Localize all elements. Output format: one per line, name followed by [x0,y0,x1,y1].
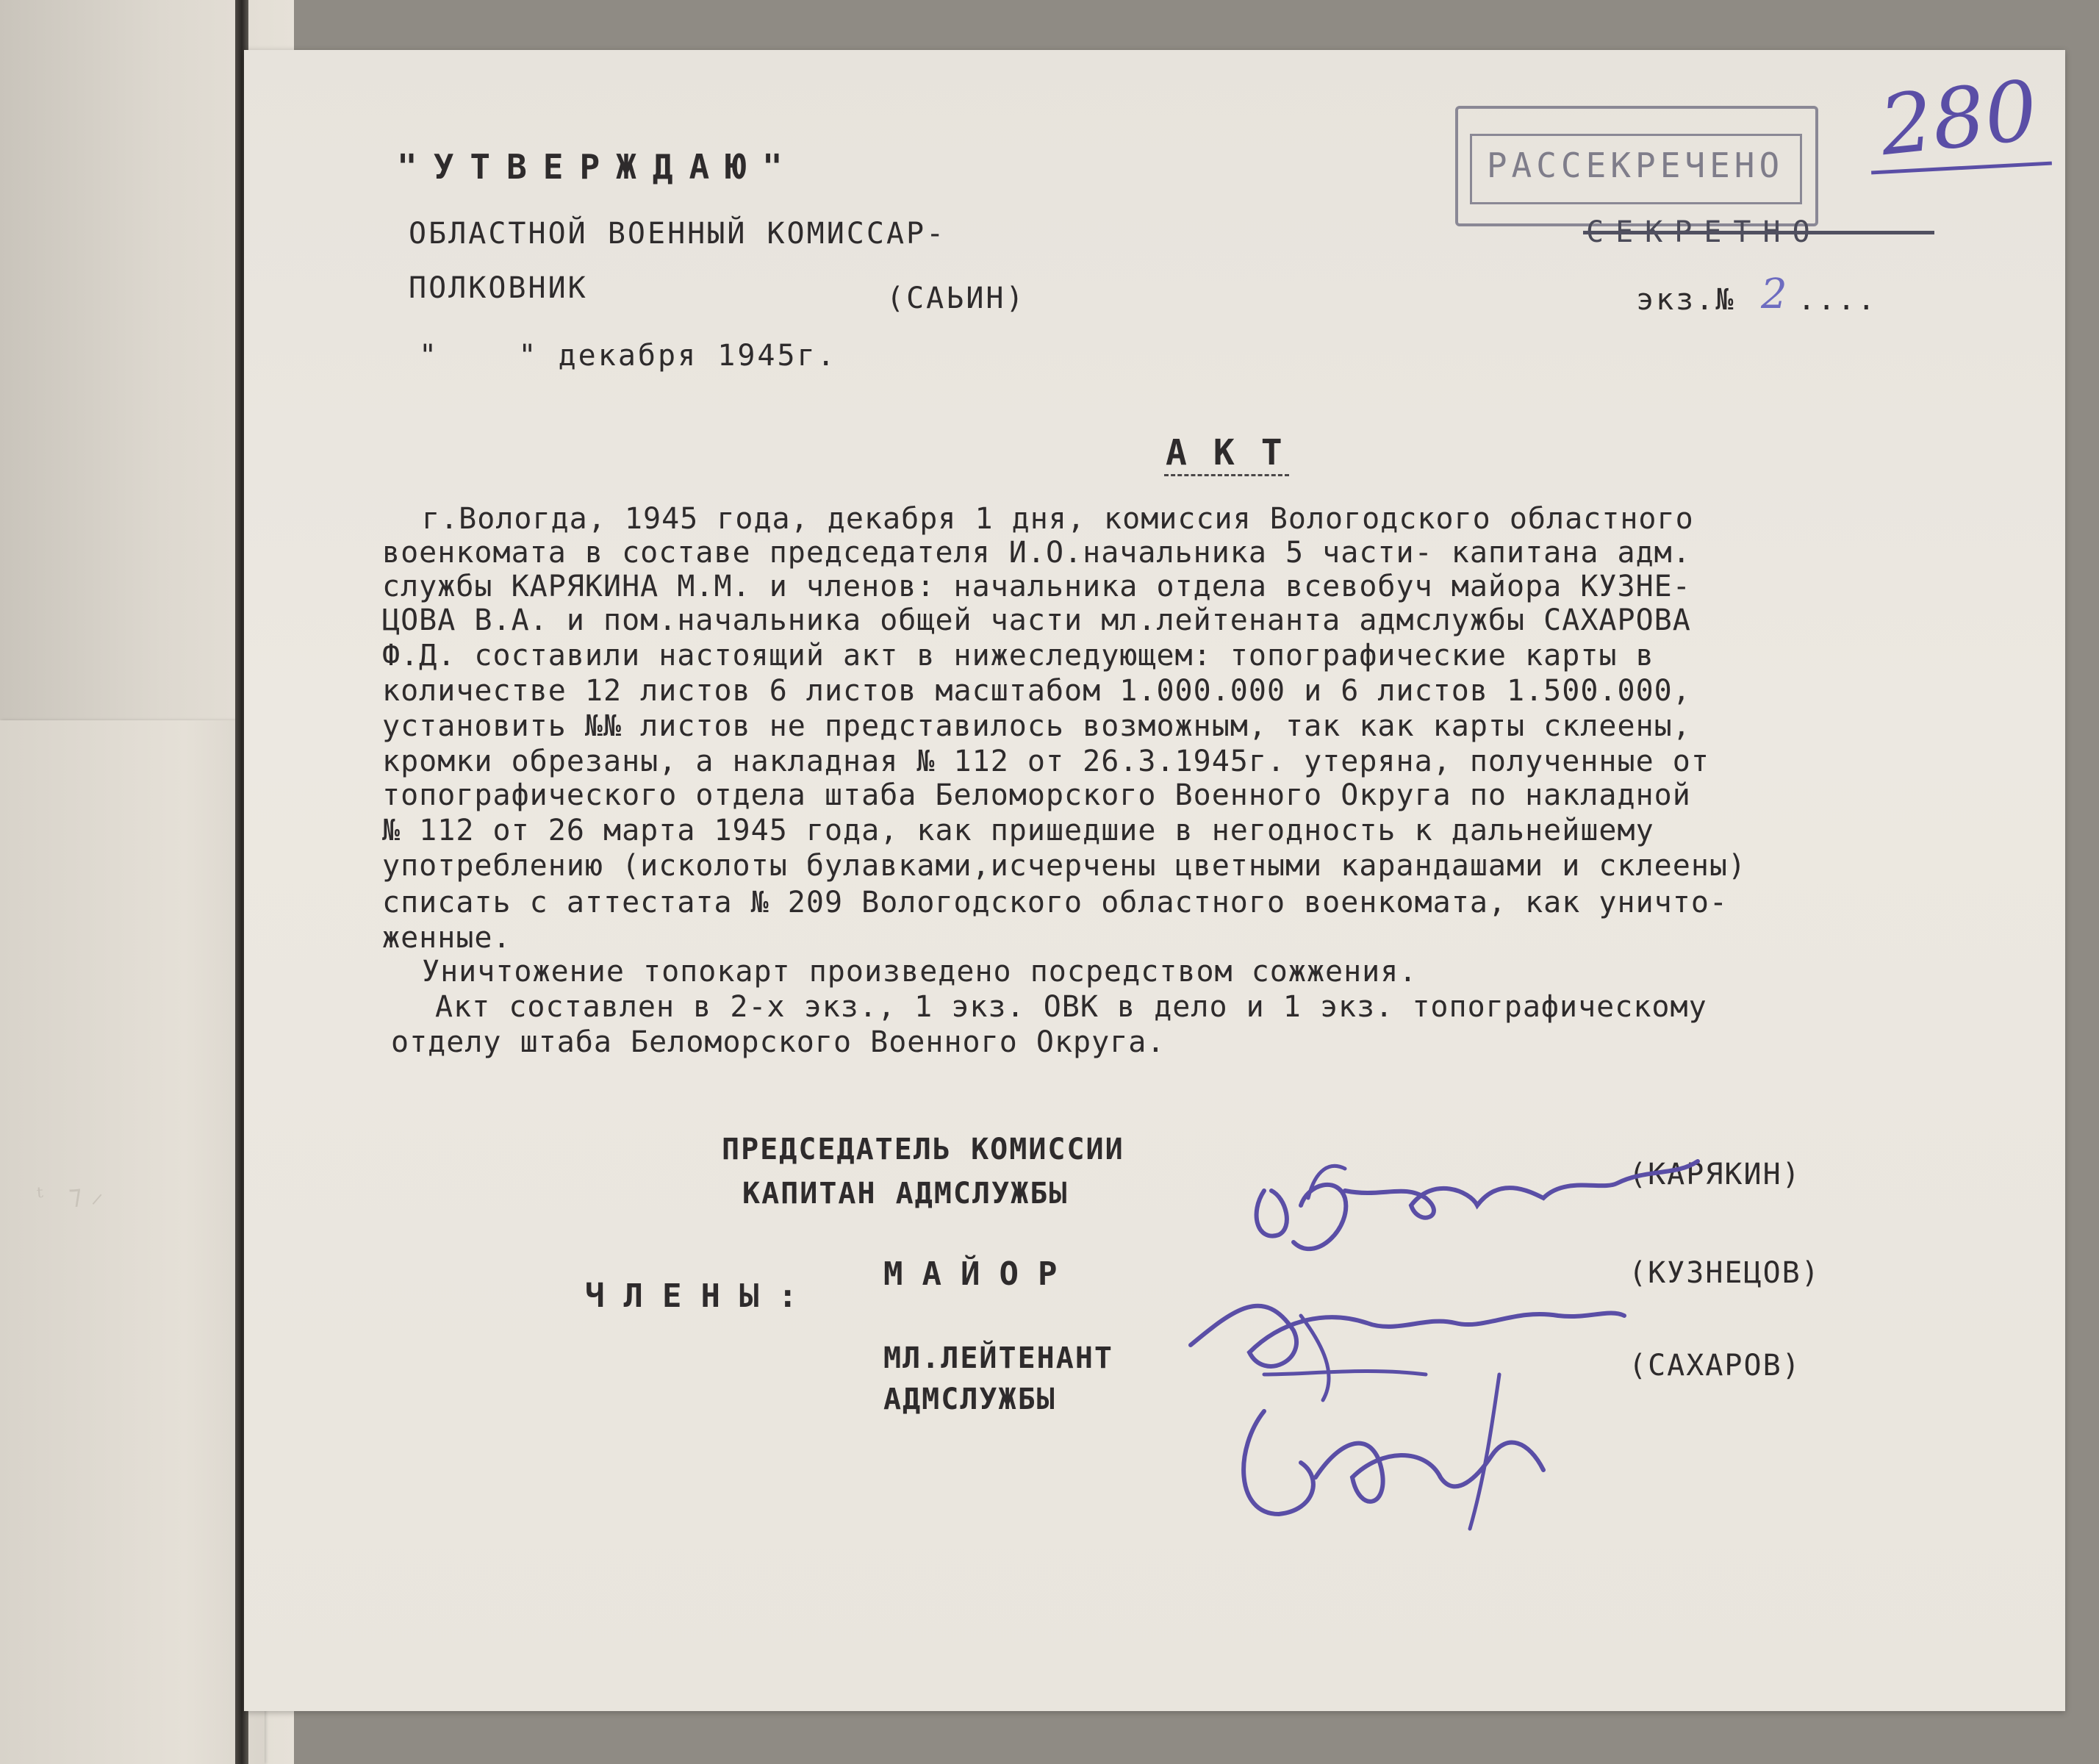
body-line: военкомата в составе председателя И.О.начальника 5 части- капитана адм. [382,536,1691,570]
body-line: № 112 от 26 марта 1945 года, как пришедшие в негодность к дальнейшему [382,814,1654,847]
left-page-faint-handwriting: ᵗ ⁊ ⸝ [35,1177,105,1213]
body-line: списать с аттестата № 209 Вологодского областного военкомата, как уничто- [382,886,1728,919]
member2-name: (САХАРОВ) [1629,1349,1801,1383]
body-line: Уничтожение топокарт произведено посредством сожжения. [422,955,1418,989]
body-line: Ф.Д. составили настоящий акт в нижеследующем: топографические карты в [382,639,1654,673]
member2-signature [1220,1367,1602,1536]
member2-rank-line-2: АДМСЛУЖБЫ [883,1383,1056,1416]
secret-label: СЕКРЕТНО [1586,215,1822,249]
archive-page-number: 280 [1876,62,2042,175]
body-line: Акт составлен в 2-х экз., 1 экз. ОВК в дело и 1 экз. топографическому [435,990,1707,1024]
declassified-stamp: РАССЕКРЕЧЕНО [1486,146,1784,185]
copy-trailing-dots: .... [1798,283,1878,317]
body-line: отделу штаба Беломорского Военного Округа. [391,1025,1166,1059]
member2-rank-line-1: МЛ.ЛЕЙТЕНАНТ [883,1341,1113,1375]
chairman-name: (КАРЯКИН) [1629,1158,1801,1191]
body-line: употреблению (исколоты булавками,исчерчены цветными карандашами и склеены) [382,849,1747,883]
left-underlying-sheet [0,720,265,1764]
approval-rank: ПОЛКОВНИК [409,271,588,305]
copy-label: экз.№ [1636,283,1736,317]
approval-position: ОБЛАСТНОЙ ВОЕННЫЙ КОМИССАР- [409,217,947,251]
member1-name: (КУЗНЕЦОВ) [1629,1256,1820,1290]
body-line: г.Вологда, 1945 года, декабря 1 дня, комиссия Вологодского областного [422,502,1694,536]
approval-heading: "УТВЕРЖДАЮ" [397,147,799,187]
body-line: количестве 12 листов 6 листов масштабом 1.000.000 и 6 листов 1.500.000, [382,674,1691,708]
body-line: ЦОВА В.А. и пом.начальника общей части мл.лейтенанта адмслужбы САХАРОВА [382,603,1691,637]
chairman-title-line-1: ПРЕДСЕДАТЕЛЬ КОМИССИИ [722,1133,1124,1166]
body-line: установить №№ листов не представилось возможным, так как карты склеены, [382,709,1691,743]
body-line: женные. [382,921,512,955]
document-title: АКТ [1166,432,1309,473]
body-line: кромки обрезаны, а накладная № 112 от 26.3.1945г. утеряна, полученные от [382,745,1709,778]
chairman-signature [1235,1147,1705,1272]
approval-date: " " декабря 1945г. [419,339,837,373]
chairman-title-line-2: КАПИТАН АДМСЛУЖБЫ [742,1177,1069,1211]
members-label: ЧЛЕНЫ: [585,1277,817,1315]
body-line: службы КАРЯКИНА М.М. и членов: начальника отдела всевобуч майора КУЗНЕ- [382,570,1691,603]
title-underline [1164,474,1289,476]
approval-name: (САЬИН) [886,282,1026,315]
member1-rank: МАЙОР [883,1255,1077,1293]
secret-strikethrough [1583,231,1934,234]
copy-number-handwritten: 2 [1761,270,1787,318]
body-line: топографического отдела штаба Беломорского Военного Округа по накладной [382,778,1691,812]
